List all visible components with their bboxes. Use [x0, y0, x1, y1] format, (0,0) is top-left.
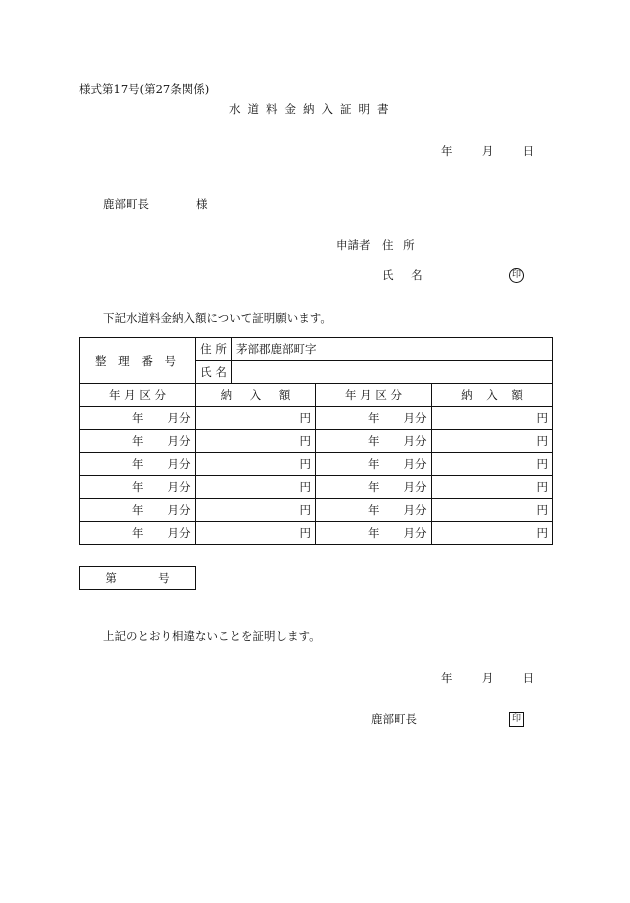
name-label: 氏 名 — [196, 361, 232, 384]
form-number: 様式第17号(第27条関係) — [79, 82, 210, 96]
date-day: 日 — [522, 144, 535, 158]
date-year: 年 — [441, 144, 453, 158]
certification-statement: 上記のとおり相違ないことを証明します。 — [103, 629, 321, 643]
payment-row — [80, 499, 553, 522]
addressee: 鹿部町長 — [103, 197, 149, 211]
id-number-label: 整 理 番 号 — [80, 338, 196, 384]
number-box — [79, 566, 196, 590]
column-header-row — [80, 384, 553, 407]
certification-date — [441, 670, 534, 686]
period-cell-right: 年 月分 — [316, 522, 432, 545]
period-cell-right: 年 月分 — [316, 453, 432, 476]
date-month: 月 — [481, 144, 494, 158]
honorific: 様 — [196, 197, 208, 211]
issuer: 鹿部町長 — [371, 712, 417, 726]
address-value: 茅部郡鹿部町字 — [232, 338, 553, 361]
applicant-address-label: 住 所 — [382, 238, 415, 252]
payment-row — [80, 453, 553, 476]
col-period-right: 年 月 区 分 — [316, 384, 432, 407]
amount-cell-right: 円 — [432, 499, 553, 522]
cert-date-day: 日 — [522, 671, 535, 685]
period-cell-right: 年 月分 — [316, 430, 432, 453]
payment-row — [80, 522, 553, 545]
amount-cell-right: 円 — [432, 453, 553, 476]
amount-cell-right: 円 — [432, 407, 553, 430]
amount-cell-left: 円 — [196, 430, 316, 453]
amount-cell-left: 円 — [196, 476, 316, 499]
amount-cell-left: 円 — [196, 499, 316, 522]
period-cell-left: 年 月分 — [80, 453, 196, 476]
seal-icon: 印 — [509, 266, 524, 283]
payment-row — [80, 476, 553, 499]
amount-cell-right: 円 — [432, 430, 553, 453]
amount-cell-left: 円 — [196, 522, 316, 545]
cert-date-month: 月 — [481, 671, 494, 685]
issuer-seal-icon: 印 — [509, 710, 524, 727]
document-title: 水道料金納入証明書 — [229, 102, 396, 116]
name-value — [232, 361, 553, 384]
payment-table — [79, 337, 553, 545]
amount-cell-left: 円 — [196, 407, 316, 430]
period-cell-left: 年 月分 — [80, 522, 196, 545]
request-statement: 下記水道料金納入額について証明願います。 — [103, 311, 332, 325]
period-cell-left: 年 月分 — [80, 430, 196, 453]
applicant-label: 申請者 — [336, 238, 371, 252]
amount-cell-left: 円 — [196, 453, 316, 476]
period-cell-left: 年 月分 — [80, 476, 196, 499]
payment-row — [80, 430, 553, 453]
header-row-address — [80, 338, 553, 361]
cert-date-year: 年 — [441, 671, 453, 685]
col-amount-right: 納 入 額 — [432, 384, 553, 407]
number-prefix: 第 — [105, 571, 117, 585]
address-label: 住 所 — [196, 338, 232, 361]
amount-cell-right: 円 — [432, 476, 553, 499]
period-cell-right: 年 月分 — [316, 476, 432, 499]
period-cell-left: 年 月分 — [80, 499, 196, 522]
period-cell-right: 年 月分 — [316, 499, 432, 522]
request-date — [441, 143, 534, 159]
applicant-name-label: 氏 名 — [382, 268, 423, 282]
payment-row — [80, 407, 553, 430]
period-cell-right: 年 月分 — [316, 407, 432, 430]
period-cell-left: 年 月分 — [80, 407, 196, 430]
col-period-left: 年 月 区 分 — [80, 384, 196, 407]
col-amount-left: 納 入 額 — [196, 384, 316, 407]
number-suffix: 号 — [158, 571, 170, 585]
amount-cell-right: 円 — [432, 522, 553, 545]
